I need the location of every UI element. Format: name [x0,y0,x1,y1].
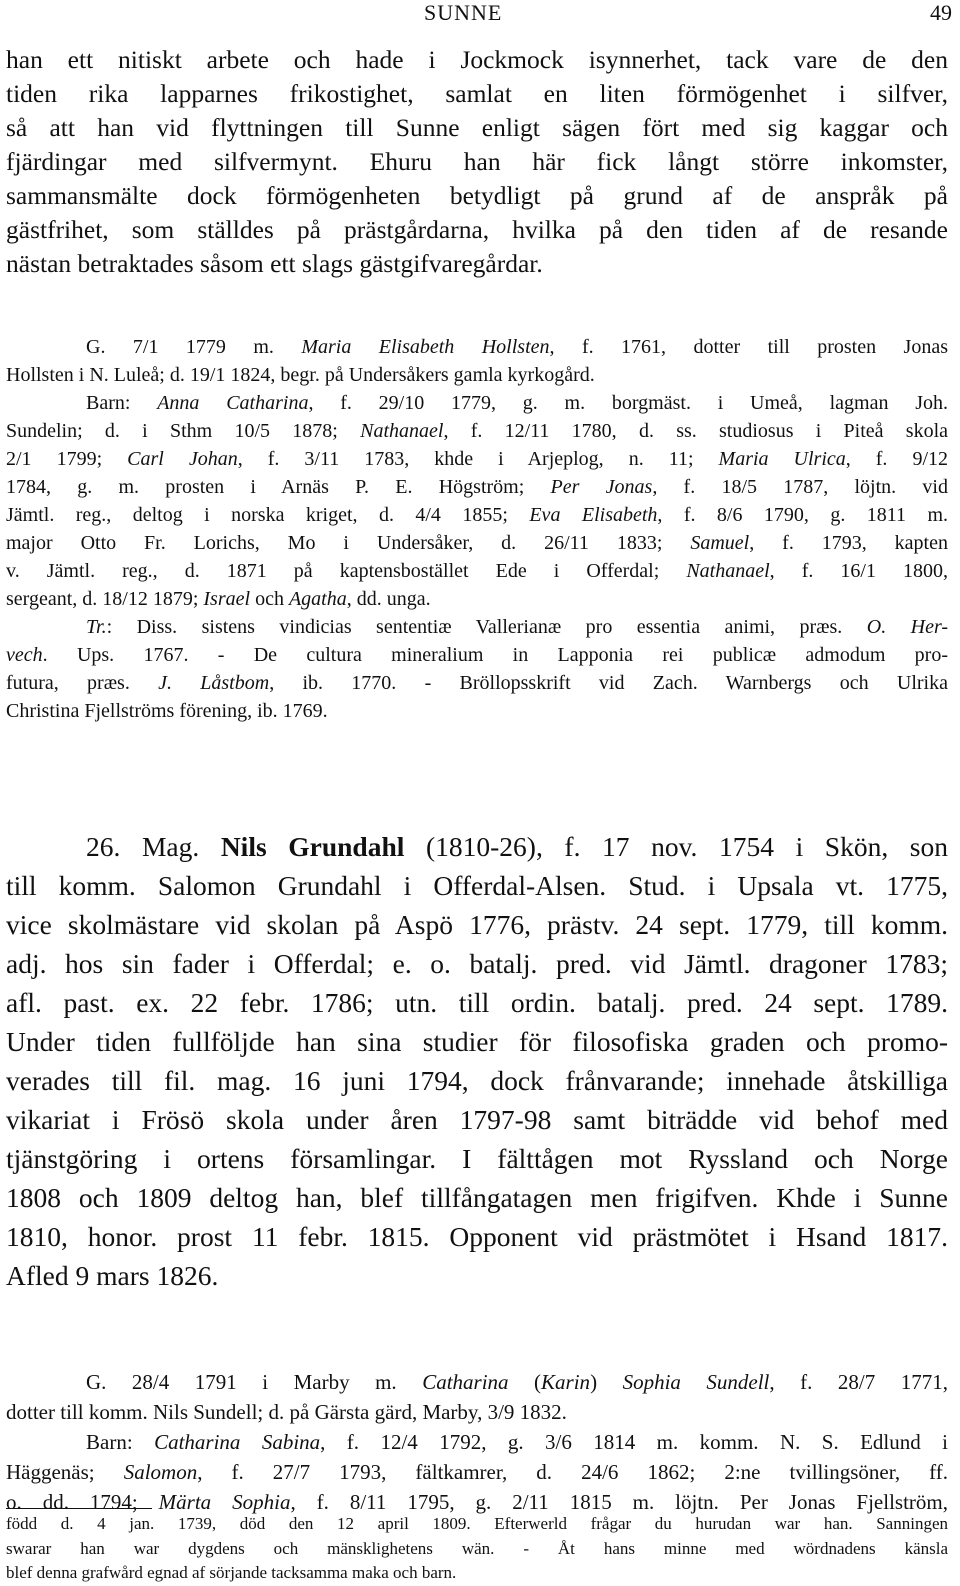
paragraph-family [6,333,948,725]
person-name: Sophia Sundell [622,1370,770,1394]
footnote-line: född d. 4 jan. 1739, död den 12 april 1809. Efterwerld frågar du hurudan war han. Sanningen [6,1514,948,1533]
text-line: 1810, honor. prost 11 febr. 1815. Opponent vid prästmötet i Hsand 1817. [6,1221,948,1252]
person-name: Maria Elisabeth Hollsten [301,336,550,358]
text-line: Jämtl. reg., deltog i norska kriget, d. 4/4 1855; Eva Elisabeth, f. 8/6 1790, g. 1811 m. [6,504,949,526]
entry-heading-line: 26. Mag. Nils Grundahl (1810-26), f. 17 nov. 1754 i Skön, son [86,831,948,862]
text-line: sergeant, d. 18/12 1879; Israel och Agatha, dd. unga. [6,588,431,610]
person-name: Per Jonas [550,476,653,498]
text-line: afl. past. ex. 22 febr. 1786; utn. till ordin. batalj. pred. 24 sept. 1789. [6,987,948,1018]
section-label: Tr. [86,616,107,638]
person-name: Nathanael [360,420,444,442]
text-line: Afled 9 mars 1826. [6,1260,219,1291]
footnote-line: swarar han war dygdens och mänsklighetens wän. - Åt hans minne med wördnadens känsla [6,1538,948,1558]
paragraph-narrative [6,43,948,281]
page-number: 49 [930,0,952,25]
text-line: till komm. Salomon Grundahl i Offerdal-Alsen. Stud. i Upsala vt. 1775, [6,870,948,901]
text-line: gästfrihet, som ställdes på prästgårdarna, hvilka på den tiden af de resande [6,215,948,244]
text-line: Christina Fjellströms förening, ib. 1769. [6,700,328,722]
person-name: Catharina [422,1370,509,1394]
footnote [6,1512,948,1586]
text-line: Häggenäs; Salomon, f. 27/7 1793, fältkamrer, d. 24/6 1862; 2:ne tvillingsöner, ff. [6,1460,949,1484]
text-line: Hollsten i N. Luleå; d. 19/1 1824, begr. på Undersåkers gamla kyrkogård. [6,364,595,386]
paragraph-grundahl-family [6,1367,948,1517]
text-line: nästan betraktades såsom ett slags gästgifvaregårdar. [6,249,543,278]
text-line: major Otto Fr. Lorichs, Mo i Undersåker, d. 26/11 1833; Samuel, f. 1793, kapten [6,532,948,554]
footnote-line: blef denna grafwård egnad af sörjande tacksamma maka och barn. [6,1563,457,1582]
person-name: Catharina Sabina [154,1430,321,1454]
text-line: Tr.: Diss. sistens vindicias sententiæ Vallerianæ pro essentia animi, præs. O. Her- [86,616,949,638]
text-line: så att han vid flyttningen till Sunne enligt sägen fört med sig kaggar och [6,113,948,142]
person-name: Eva Elisabeth [529,504,658,526]
text-line: tiden rika lapparnes frikostighet, samlat en liten förmögenhet i silfver, [6,79,948,108]
text-line: Under tiden fullföljde han sina studier för filosofiska graden och promo- [6,1026,948,1057]
person-name: Israel [203,588,251,610]
text-line: v. Jämtl. reg., d. 1871 på kaptensbostället Ede i Offerdal; Nathanael, f. 16/1 1800, [6,560,948,582]
person-name: vech [6,644,43,666]
text-line: vice skolmästare vid skolan på Aspö 1776, prästv. 24 sept. 1779, till komm. [6,909,948,940]
text-line: verades till fil. mag. 16 juni 1794, dock frånvarande; innehade åtskilliga [6,1065,948,1096]
text-line: dotter till komm. Nils Sundell; d. på Gärsta gärd, Marby, 3/9 1832. [6,1400,567,1424]
text-line: futura, præs. J. Låstbom, ib. 1770. - Bröllopsskrift vid Zach. Warnbergs och Ulrika [6,672,948,694]
running-title: SUNNE [424,0,503,25]
person-name: Anna Catharina [157,392,309,414]
text-line: Sundelin; d. i Sthm 10/5 1878; Nathanael, f. 12/11 1780, d. ss. studiosus i Piteå skola [6,420,948,442]
text-line: vech. Ups. 1767. - De cultura mineralium in Lapponia rei publicæ admodum pro- [6,644,948,666]
person-name: Agatha [288,588,347,610]
text-line: fjärdingar med silfvermynt. Ehuru han här fick långt större inkomster, [6,147,948,176]
text-line: adj. hos sin fader i Offerdal; e. o. batalj. pred. vid Jämtl. dragoner 1783; [6,948,948,979]
text-line: sammansmälte dock förmögenheten betydligt på grund af de anspråk på [6,181,948,210]
text-line: vikariat i Frösö skola under åren 1797-98 samt biträdde vid behof med [6,1104,948,1135]
person-name: J. Låstbom [158,672,270,694]
person-name: O. Her- [866,616,949,638]
footnote-divider [6,1508,152,1509]
entry-grundahl [6,827,948,1295]
text-line: o. dd. 1794; Märta Sophia, f. 8/11 1795, g. 2/11 1815 m. löjtn. Per Jonas Fjellström, [6,1490,948,1514]
person-name: Carl Johan [127,448,238,470]
person-name: Nathanael [686,560,770,582]
text-line: han ett nitiskt arbete och hade i Jockmock isynnerhet, tack vare de den [6,45,948,74]
person-name: Salomon [123,1460,198,1484]
text-line: G. 7/1 1779 m. Maria Elisabeth Hollsten, f. 1761, dotter till prosten Jonas [86,336,948,358]
person-name: Maria Ulrica [718,448,846,470]
person-name: Karin [541,1370,591,1394]
text-line: tjänstgöring i ortens församlingar. I fälttågen mot Ryssland och Norge [6,1143,948,1174]
person-name: Märta Sophia [158,1490,291,1514]
person-name: Samuel [690,532,750,554]
text-line: G. 28/4 1791 i Marby m. Catharina (Karin) Sophia Sundell, f. 28/7 1771, [86,1370,948,1394]
page-header [0,0,960,28]
text-line: 2/1 1799; Carl Johan, f. 3/11 1783, khde i Arjeplog, n. 11; Maria Ulrica, f. 9/12 [6,448,949,470]
entry-name: Nils Grundahl [220,831,405,862]
text-line: 1808 och 1809 deltog han, blef tillfångatagen men frigifven. Khde i Sunne [6,1182,948,1213]
text-line: Barn: Catharina Sabina, f. 12/4 1792, g. 3/6 1814 m. komm. N. S. Edlund i [86,1430,948,1454]
text-line: 1784, g. m. prosten i Arnäs P. E. Högström; Per Jonas, f. 18/5 1787, löjtn. vid [6,476,948,498]
text-line: Barn: Anna Catharina, f. 29/10 1779, g. m. borgmäst. i Umeå, lagman Joh. [86,392,949,414]
